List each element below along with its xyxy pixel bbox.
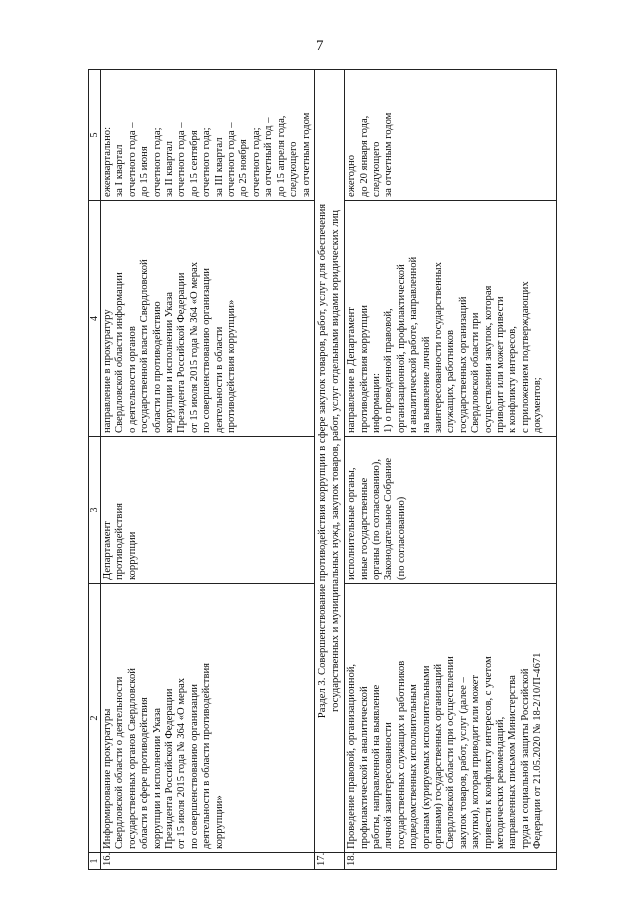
executor-cell: Департамент противодействия коррупции	[101, 437, 315, 584]
column-number-row	[89, 70, 101, 870]
result-cell: направление в Департамент противодействия коррупции информации: 1) о проведенной правовой, организационной, профилактической и аналитической работе, направленной на выявление личной заинтересованности государственных служащих, работников государственных организаций Свердловской области при осуществлении закупок, которая приводит или может привести к конфликту интересов, с приложением подтверждающих документов;	[345, 201, 557, 437]
section-title: Раздел 3. Совершенствование противодействия коррупции в сфере закупок товаров, работ, услуг для обеспечения государственных и муниципальных нужд, закупок товаров, работ, услуг отдельными видами юридических лиц	[314, 70, 344, 853]
row-number: 18.	[345, 853, 557, 870]
deadline-cell: ежегодно до 20 января года, следующего за отчетным годом	[345, 70, 557, 201]
header-col-5: 5	[89, 70, 101, 201]
measure-cell: Проведение правовой, организационной, профилактической и аналитической работы, направленной на выявление личной заинтересованности государственных служащих и работников подведомственных исполнительным органам (курируемых исполнительными органами) государственных организаций Свердловской области при осуществлении закупок товаров, работ, услуг (далее – закупки), которая приводит или может привести к конфликту интересов, с учетом методических рекомендаций, направленных письмом Министерства труда и социальной защиты Российской Федерации от 21.05.2020 № 18-2/10/П-4671	[345, 584, 557, 853]
header-col-2: 2	[89, 584, 101, 853]
measures-table	[88, 69, 557, 870]
rotated-table-container	[88, 70, 548, 870]
executor-cell: исполнительные органы, иные государственные органы (по согласованию), Законодательное Собрание (по согласованию)	[345, 437, 557, 584]
table-row	[101, 70, 315, 870]
deadline-cell: ежеквартально: за I квартал отчетного года – до 15 июня отчетного года; за II квартал отчетного года – до 15 сентября отчетного года; за III квартал отчетного года – до 25 ноября отчетного года; за отчетный год – до 15 апреля года, следующего за отчетным годом	[101, 70, 315, 201]
row-number: 17.	[314, 853, 344, 870]
table-row	[345, 70, 557, 870]
row-number: 16.	[101, 853, 315, 870]
header-col-1: 1	[89, 853, 101, 870]
section-row	[314, 70, 344, 870]
page-number: 7	[316, 38, 324, 54]
measure-cell: Информирование прокуратуры Свердловской области о деятельности государственных органов Свердловской области в сфере противодействия коррупции и исполнении Указа Президента Российской Федерации от 15 июля 2015 года № 364 «О мерах по совершенствованию организации деятельности в области противодействия коррупции»	[101, 584, 315, 853]
header-col-4: 4	[89, 201, 101, 437]
header-col-3: 3	[89, 437, 101, 584]
result-cell: направление в прокуратуру Свердловской области информации о деятельности органов государственной власти Свердловской области по противодействию коррупции и исполнении Указа Президента Российской Федерации от 15 июля 2015 года № 364 «О мерах по совершенствованию организации деятельности в области противодействия коррупции»	[101, 201, 315, 437]
